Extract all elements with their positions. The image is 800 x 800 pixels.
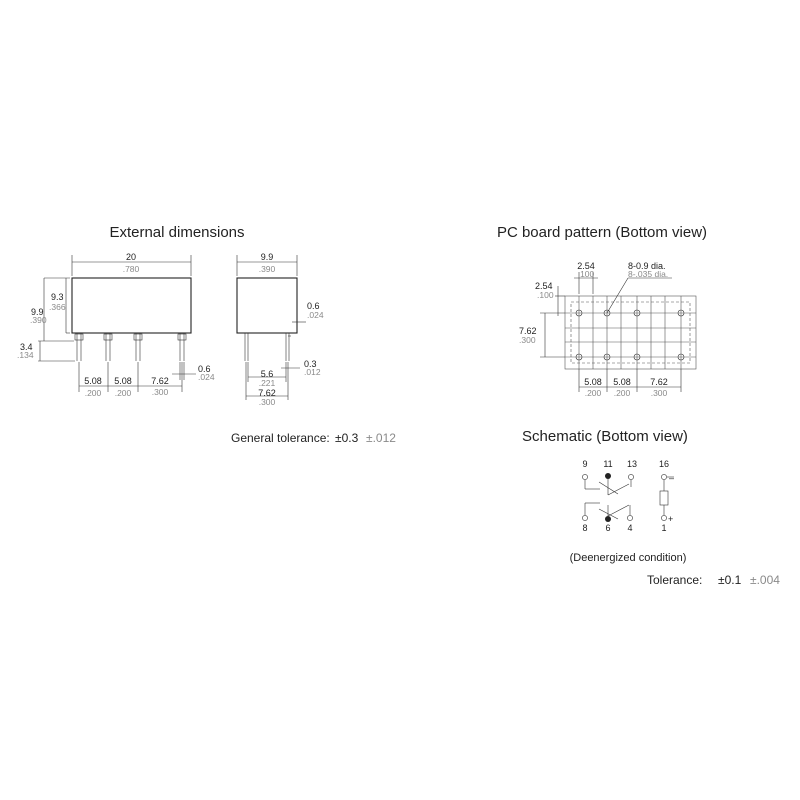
pin-length-in: .134 — [17, 350, 34, 360]
height-in: .366 — [49, 302, 66, 312]
coil-plus-sign: + — [668, 514, 674, 524]
pin-label-1: 1 — [661, 523, 667, 533]
length-in: .780 — [122, 264, 140, 274]
pin-length-mm: 3.4 — [20, 342, 33, 352]
coil-minus-sign: – — [669, 473, 675, 483]
front-pin-width-mm: 0.6 — [198, 364, 211, 374]
pin-label-11: 11 — [603, 459, 613, 469]
front-pins — [75, 333, 186, 361]
side-pin-width-in: .024 — [307, 310, 324, 320]
pcb-hole-in: 8-.035 dia. — [628, 269, 669, 279]
pcb-pitch2-in: .200 — [613, 388, 631, 398]
side-width-in: .390 — [258, 264, 276, 274]
pcb-hole-mm: 8-0.9 dia. — [628, 261, 666, 271]
pcb-pitch1-mm: 5.08 — [584, 377, 602, 387]
pcb-left-pitch-in: .100 — [537, 290, 554, 300]
front-pitch2-in: .200 — [114, 388, 132, 398]
side-row-mm: 7.62 — [258, 388, 276, 398]
general-tolerance-mm: ±0.3 — [335, 431, 359, 445]
tolerance-mm: ±0.1 — [718, 573, 742, 587]
side-width-mm: 9.9 — [260, 252, 274, 262]
overall-height-in: .390 — [30, 315, 47, 325]
front-pitch1-in: .200 — [84, 388, 102, 398]
height-mm: 9.3 — [51, 292, 64, 302]
pin-label-6: 6 — [605, 523, 611, 533]
relay-body-front — [72, 278, 191, 333]
pin-label-4: 4 — [627, 523, 633, 533]
general-tolerance-label: General tolerance: — [231, 431, 330, 445]
length-mm: 20 — [125, 252, 137, 262]
external-dimensions-title: External dimensions — [109, 224, 245, 241]
tolerance-in: ±.004 — [750, 573, 780, 587]
side-view — [237, 252, 324, 407]
front-pin-width-in: .024 — [198, 372, 215, 382]
front-pitch1-mm: 5.08 — [84, 376, 102, 386]
side-inner-mm: 5.6 — [260, 369, 274, 379]
pcb-pattern-title: PC board pattern (Bottom view) — [496, 224, 708, 241]
side-inner-in: .221 — [258, 378, 276, 388]
pin-label-13: 13 — [626, 459, 638, 469]
side-pin-width-mm: 0.6 — [307, 301, 320, 311]
schematic-title: Schematic (Bottom view) — [522, 428, 688, 445]
front-pitch2-mm: 5.08 — [114, 376, 132, 386]
pin-label-16: 16 — [658, 459, 670, 469]
pcb-holes — [576, 310, 684, 360]
front-view — [17, 252, 215, 398]
pcb-pitch3-mm: 7.62 — [650, 377, 668, 387]
pin-label-9: 9 — [582, 459, 588, 469]
pcb-top-pitch-in: .100 — [577, 269, 595, 279]
pin-label-8: 8 — [582, 523, 588, 533]
pcb-pitch2-mm: 5.08 — [613, 377, 631, 387]
pcb-relay-outline — [571, 302, 690, 363]
general-tolerance-in: ±.012 — [366, 431, 396, 445]
side-pin-thick-mm: 0.3 — [304, 359, 317, 369]
front-pitch3-mm: 7.62 — [151, 376, 169, 386]
pcb-left-pitch-mm: 2.54 — [535, 281, 553, 291]
overall-height-mm: 9.9 — [31, 307, 44, 317]
side-row-in: .300 — [258, 397, 276, 407]
pcb-pitch3-in: .300 — [650, 388, 668, 398]
relay-body-side — [237, 278, 297, 333]
pcb-row-in: .300 — [519, 335, 536, 345]
side-pin-thick-in: .012 — [304, 367, 321, 377]
pcb-top-pitch-mm: 2.54 — [577, 261, 595, 271]
deenergized-condition: (Deenergized condition) — [569, 552, 687, 564]
pcb-pitch1-in: .200 — [584, 388, 602, 398]
coil-symbol — [660, 491, 668, 505]
tolerance-label: Tolerance: — [647, 573, 703, 587]
front-pitch3-in: .300 — [151, 387, 169, 397]
pcb-pattern — [519, 261, 696, 398]
schematic-diagram — [582, 459, 674, 533]
pcb-outline — [565, 296, 696, 369]
pcb-row-mm: 7.62 — [519, 326, 537, 336]
